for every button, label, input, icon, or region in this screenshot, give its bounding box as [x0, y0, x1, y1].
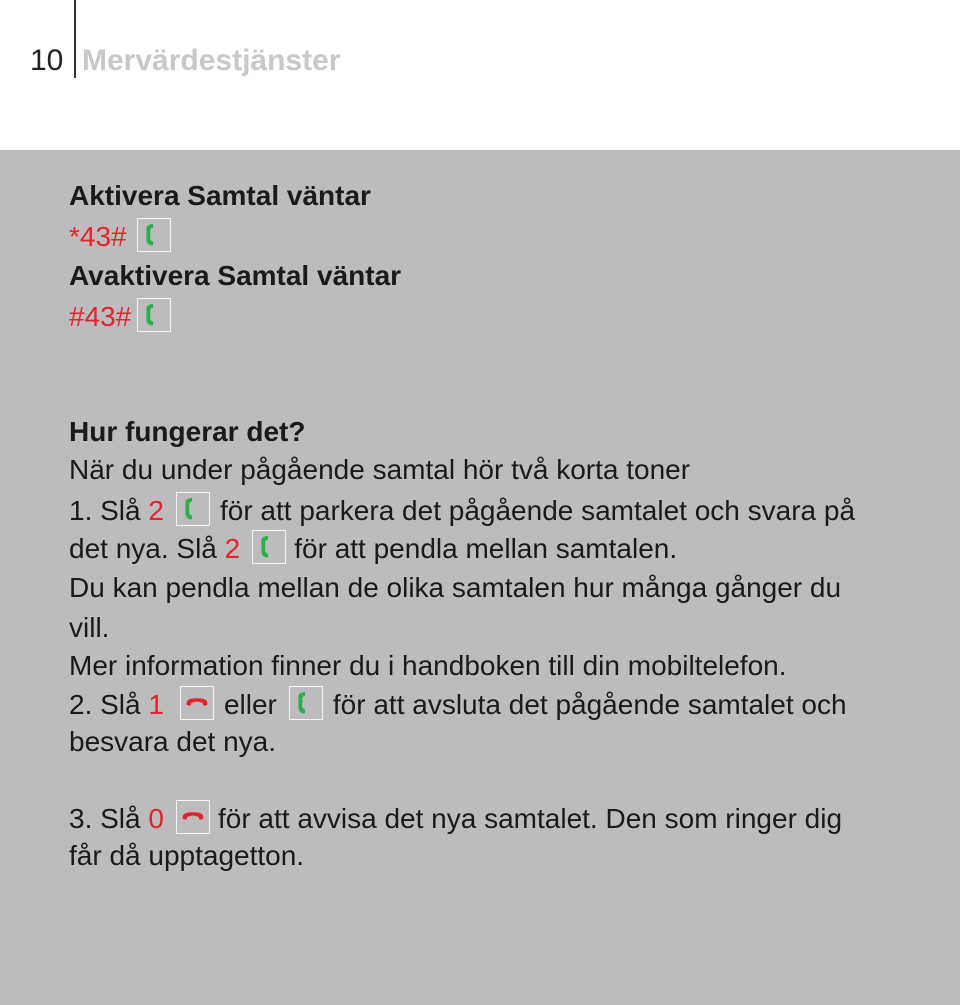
step1-text: för att parkera det pågående samtalet och svara på: [219, 495, 856, 526]
deactivate-code-line: [69, 298, 179, 334]
step2-mid: eller: [223, 689, 277, 720]
activate-code: *43#: [69, 221, 127, 252]
section-title: Mervärdestjänster: [82, 44, 341, 77]
step1-cont-key: 2: [224, 533, 241, 564]
end-call-icon: [180, 686, 214, 720]
content-panel: [0, 150, 960, 1005]
step3-prefix: 3. Slå: [69, 803, 149, 834]
step3-key: 0: [148, 803, 164, 834]
step-3-continued: får då upptagetton.: [69, 840, 305, 871]
step-2: [69, 686, 847, 722]
step-1-continued: [69, 530, 677, 566]
step2-key: 1: [148, 689, 164, 720]
step-3: [69, 800, 842, 836]
step-1: [69, 492, 855, 528]
step2-text: för att avsluta det pågående samtalet och: [332, 689, 847, 720]
step-2-continued: besvara det nya.: [69, 726, 277, 757]
pendla-line-1: Du kan pendla mellan de olika samtalen hur många gånger du: [69, 572, 842, 603]
activate-title: Aktivera Samtal väntar: [69, 180, 371, 211]
header-divider: [74, 0, 76, 78]
step1-cont-prefix: det nya. Slå: [69, 533, 225, 564]
deactivate-code: #43#: [69, 301, 132, 332]
call-icon: [137, 218, 171, 252]
how-intro: När du under pågående samtal hör två korta toner: [69, 454, 691, 485]
deactivate-title: Avaktivera Samtal väntar: [69, 260, 402, 291]
step1-prefix: 1. Slå: [69, 495, 149, 526]
step2-prefix: 2. Slå: [69, 689, 149, 720]
page-header: [0, 0, 960, 150]
activate-code-line: [69, 218, 179, 254]
call-icon: [137, 298, 171, 332]
pendla-line-2: vill.: [69, 612, 110, 643]
how-heading: Hur fungerar det?: [69, 416, 306, 447]
call-icon: [289, 686, 323, 720]
end-call-icon: [176, 800, 210, 834]
call-icon: [252, 530, 286, 564]
step3-text: för att avvisa det nya samtalet. Den som ringer dig: [217, 803, 843, 834]
info-line: Mer information finner du i handboken till din mobiltelefon.: [69, 650, 787, 681]
call-icon: [176, 492, 210, 526]
step1-key: 2: [148, 495, 164, 526]
page-number: 10: [30, 44, 64, 77]
step1-cont-text: för att pendla mellan samtalen.: [294, 533, 678, 564]
